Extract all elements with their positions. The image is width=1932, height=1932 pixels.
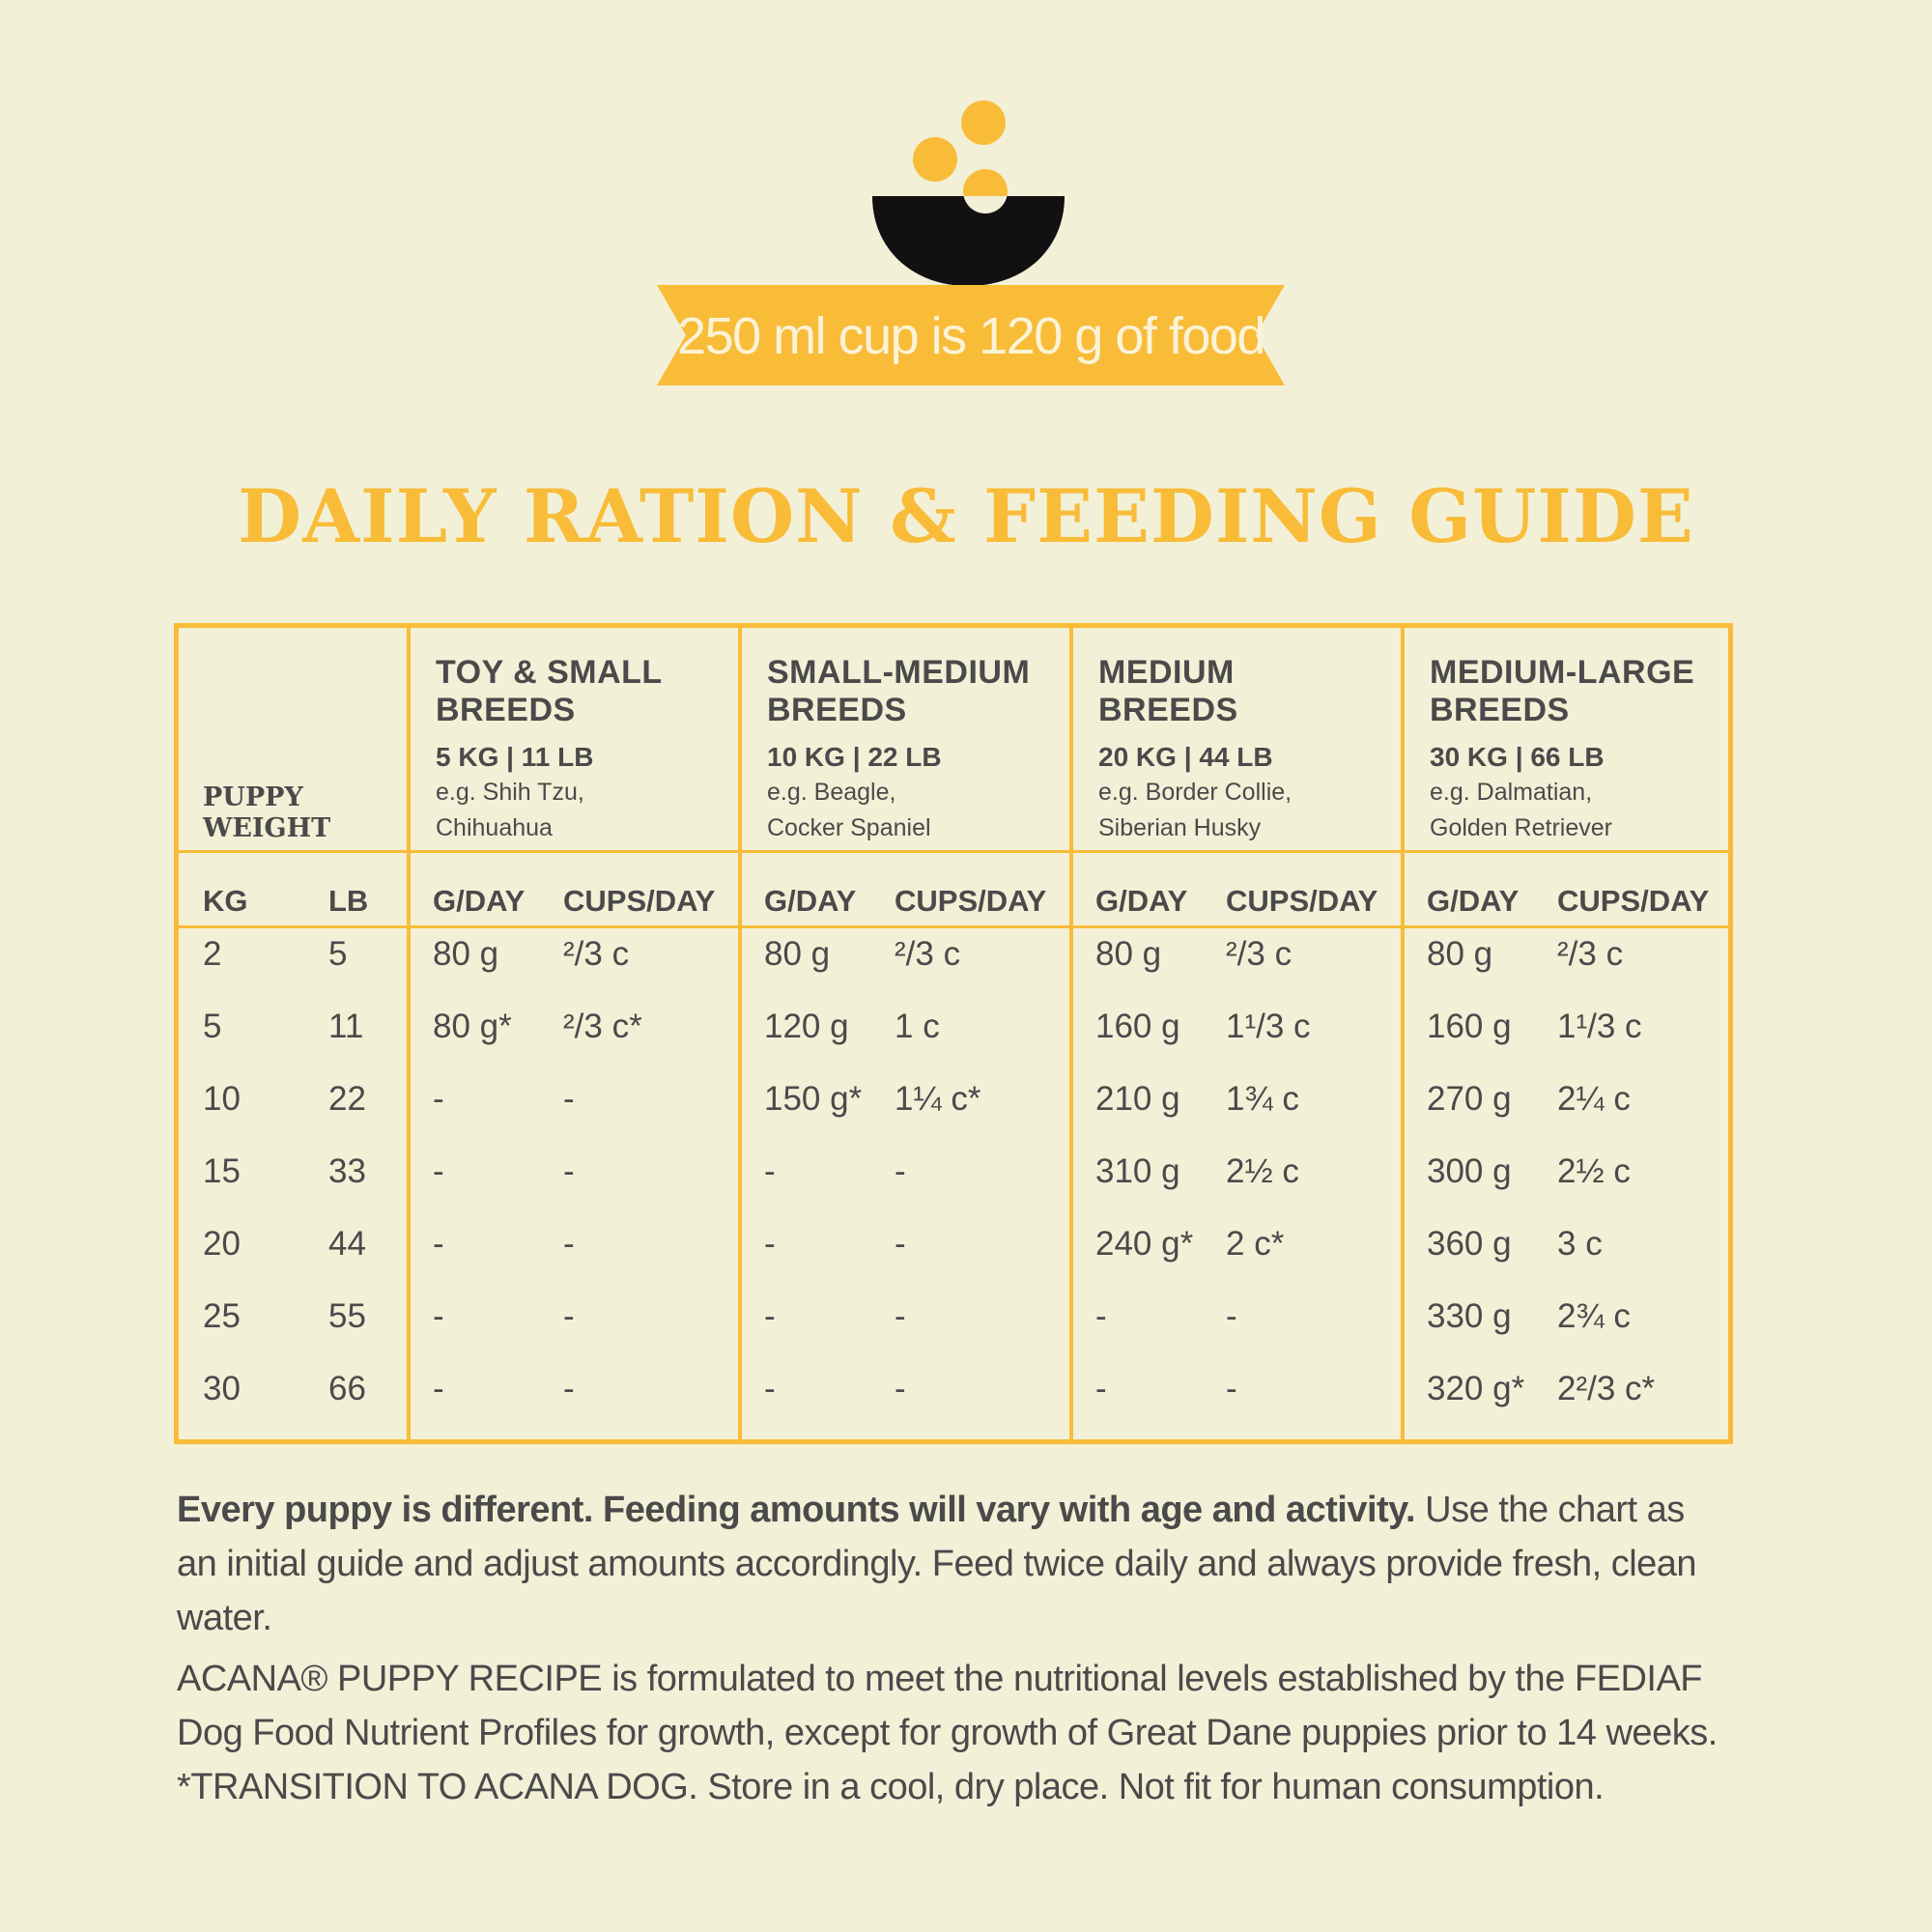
cups-per-day: - — [895, 1370, 906, 1407]
group-name: TOY & SMALL BREEDS — [436, 654, 663, 728]
cups-per-day: 2¾ c — [1557, 1297, 1631, 1335]
cups-per-day: - — [895, 1297, 906, 1335]
grams-per-day: 300 g — [1427, 1152, 1512, 1190]
group-examples: e.g. Shih Tzu, Chihuahua — [436, 779, 584, 841]
bowl-body — [872, 196, 1065, 286]
cups-per-day: 1¼ c* — [895, 1080, 981, 1118]
weight-lb: 5 — [328, 935, 348, 973]
weight-lb: 33 — [328, 1152, 366, 1190]
grams-per-day: 80 g — [433, 935, 499, 973]
grams-per-day: - — [433, 1225, 444, 1263]
cups-per-day: - — [563, 1370, 575, 1407]
grams-per-day: 330 g — [1427, 1297, 1512, 1335]
grams-per-day: - — [433, 1152, 444, 1190]
grams-per-day: - — [433, 1080, 444, 1118]
cups-per-day: ²/3 c — [1557, 935, 1624, 973]
weight-kg: 15 — [203, 1152, 241, 1190]
weight-lb: 66 — [328, 1370, 366, 1407]
kibble-left — [913, 137, 957, 182]
cups-per-day: 1¾ c — [1226, 1080, 1299, 1118]
gday-header: G/DAY — [1427, 884, 1520, 918]
grams-per-day: 160 g — [1427, 1008, 1512, 1045]
cups-per-day: - — [563, 1152, 575, 1190]
grams-per-day: - — [433, 1370, 444, 1407]
weight-kg: 30 — [203, 1370, 241, 1407]
puppy-weight-header: PUPPY WEIGHT — [203, 782, 331, 843]
grams-per-day: 320 g* — [1427, 1370, 1525, 1407]
group-weight: 5 KG | 11 LB — [436, 742, 594, 772]
cups-per-day: - — [895, 1152, 906, 1190]
legal-note: ACANA® PUPPY RECIPE is formulated to meet the nutritional levels established by the FEDIAF Dog Food Nutrient Profiles for growth, except for growth of Great Dane puppies prior to 14 weeks. *TRANSITION TO ACANA DOG. Store in a cool, dry place. Not fit for human consumption. — [177, 1659, 1718, 1807]
cups-per-day: 2²/3 c* — [1557, 1370, 1656, 1407]
feeding-note-rest: Use the chart as an initial guide and adjust amounts accordingly. Feed twice daily and always provide fresh, clean water. — [177, 1490, 1697, 1638]
group-examples: e.g. Border Collie, Siberian Husky — [1098, 779, 1293, 841]
feeding-note — [177, 1483, 1732, 1645]
cups-per-day: 2 c* — [1226, 1225, 1285, 1263]
cups-per-day: 1¹/3 c — [1226, 1008, 1311, 1045]
cups-per-day: 1¹/3 c — [1557, 1008, 1642, 1045]
grams-per-day: 80 g — [1095, 935, 1162, 973]
grams-per-day: 80 g* — [433, 1008, 512, 1045]
portion-banner — [657, 285, 1285, 386]
column-divider — [738, 628, 742, 1439]
bowl-illustration — [865, 97, 1072, 290]
weight-kg: 2 — [203, 935, 222, 973]
group-weight: 30 KG | 66 LB — [1430, 742, 1605, 772]
gday-header: G/DAY — [433, 884, 526, 918]
lb-header: LB — [328, 884, 369, 918]
cups-per-day: - — [1226, 1297, 1237, 1335]
grams-per-day: 310 g — [1095, 1152, 1180, 1190]
column-divider — [407, 628, 411, 1439]
cups-per-day: ²/3 c — [563, 935, 630, 973]
grams-per-day: - — [1095, 1297, 1107, 1335]
grams-per-day: 80 g — [764, 935, 831, 973]
cups-per-day: 2¼ c — [1557, 1080, 1631, 1118]
grams-per-day: 150 g* — [764, 1080, 863, 1118]
row-divider — [179, 925, 1728, 928]
cups-per-day: 3 c — [1557, 1225, 1603, 1263]
weight-kg: 5 — [203, 1008, 222, 1045]
kibble-top — [961, 100, 1006, 145]
row-divider — [179, 850, 1728, 853]
group-examples: e.g. Beagle, Cocker Spaniel — [767, 779, 931, 841]
weight-lb: 55 — [328, 1297, 366, 1335]
grams-per-day: 270 g — [1427, 1080, 1512, 1118]
grams-per-day: 210 g — [1095, 1080, 1180, 1118]
group-weight: 20 KG | 44 LB — [1098, 742, 1273, 772]
page-title: DAILY RATION & FEEDING GUIDE — [238, 473, 1694, 559]
grams-per-day: - — [764, 1297, 776, 1335]
cups-per-day: - — [895, 1225, 906, 1263]
cupsday-header: CUPS/DAY — [895, 884, 1047, 918]
cupsday-header: CUPS/DAY — [1557, 884, 1710, 918]
grams-per-day: - — [1095, 1370, 1107, 1407]
group-name: MEDIUM-LARGE BREEDS — [1430, 654, 1695, 728]
weight-lb: 44 — [328, 1225, 366, 1263]
grams-per-day: 160 g — [1095, 1008, 1180, 1045]
feeding-note-bold: Every puppy is different. Feeding amounts will vary with age and activity. — [177, 1490, 1416, 1530]
cups-per-day: - — [563, 1297, 575, 1335]
bowl-icon — [865, 97, 1072, 290]
cups-per-day: ²/3 c* — [563, 1008, 642, 1045]
banner-text: 250 ml cup is 120 g of food — [677, 306, 1264, 365]
cups-per-day: 2½ c — [1226, 1152, 1299, 1190]
gday-header: G/DAY — [1095, 884, 1188, 918]
kg-header: KG — [203, 884, 248, 918]
cups-per-day: 2½ c — [1557, 1152, 1631, 1190]
feeding-table — [174, 623, 1733, 1444]
cups-per-day: - — [563, 1080, 575, 1118]
cupsday-header: CUPS/DAY — [1226, 884, 1378, 918]
cups-per-day: - — [1226, 1370, 1237, 1407]
grams-per-day: 80 g — [1427, 935, 1493, 973]
grams-per-day: - — [764, 1225, 776, 1263]
cups-per-day: - — [563, 1225, 575, 1263]
weight-kg: 25 — [203, 1297, 241, 1335]
grams-per-day: 360 g — [1427, 1225, 1512, 1263]
weight-lb: 22 — [328, 1080, 366, 1118]
cups-per-day: 1 c — [895, 1008, 940, 1045]
weight-lb: 11 — [328, 1008, 364, 1045]
group-weight: 10 KG | 22 LB — [767, 742, 942, 772]
cupsday-header: CUPS/DAY — [563, 884, 716, 918]
gday-header: G/DAY — [764, 884, 857, 918]
cups-per-day: ²/3 c — [1226, 935, 1293, 973]
group-examples: e.g. Dalmatian, Golden Retriever — [1430, 779, 1612, 841]
cups-per-day: ²/3 c — [895, 935, 961, 973]
group-name: SMALL-MEDIUM BREEDS — [767, 654, 1031, 728]
grams-per-day: - — [764, 1152, 776, 1190]
weight-kg: 10 — [203, 1080, 241, 1118]
grams-per-day: 240 g* — [1095, 1225, 1194, 1263]
grams-per-day: - — [764, 1370, 776, 1407]
column-divider — [1069, 628, 1073, 1439]
weight-kg: 20 — [203, 1225, 241, 1263]
group-name: MEDIUM BREEDS — [1098, 654, 1238, 728]
column-divider — [1401, 628, 1405, 1439]
grams-per-day: 120 g — [764, 1008, 849, 1045]
grams-per-day: - — [433, 1297, 444, 1335]
